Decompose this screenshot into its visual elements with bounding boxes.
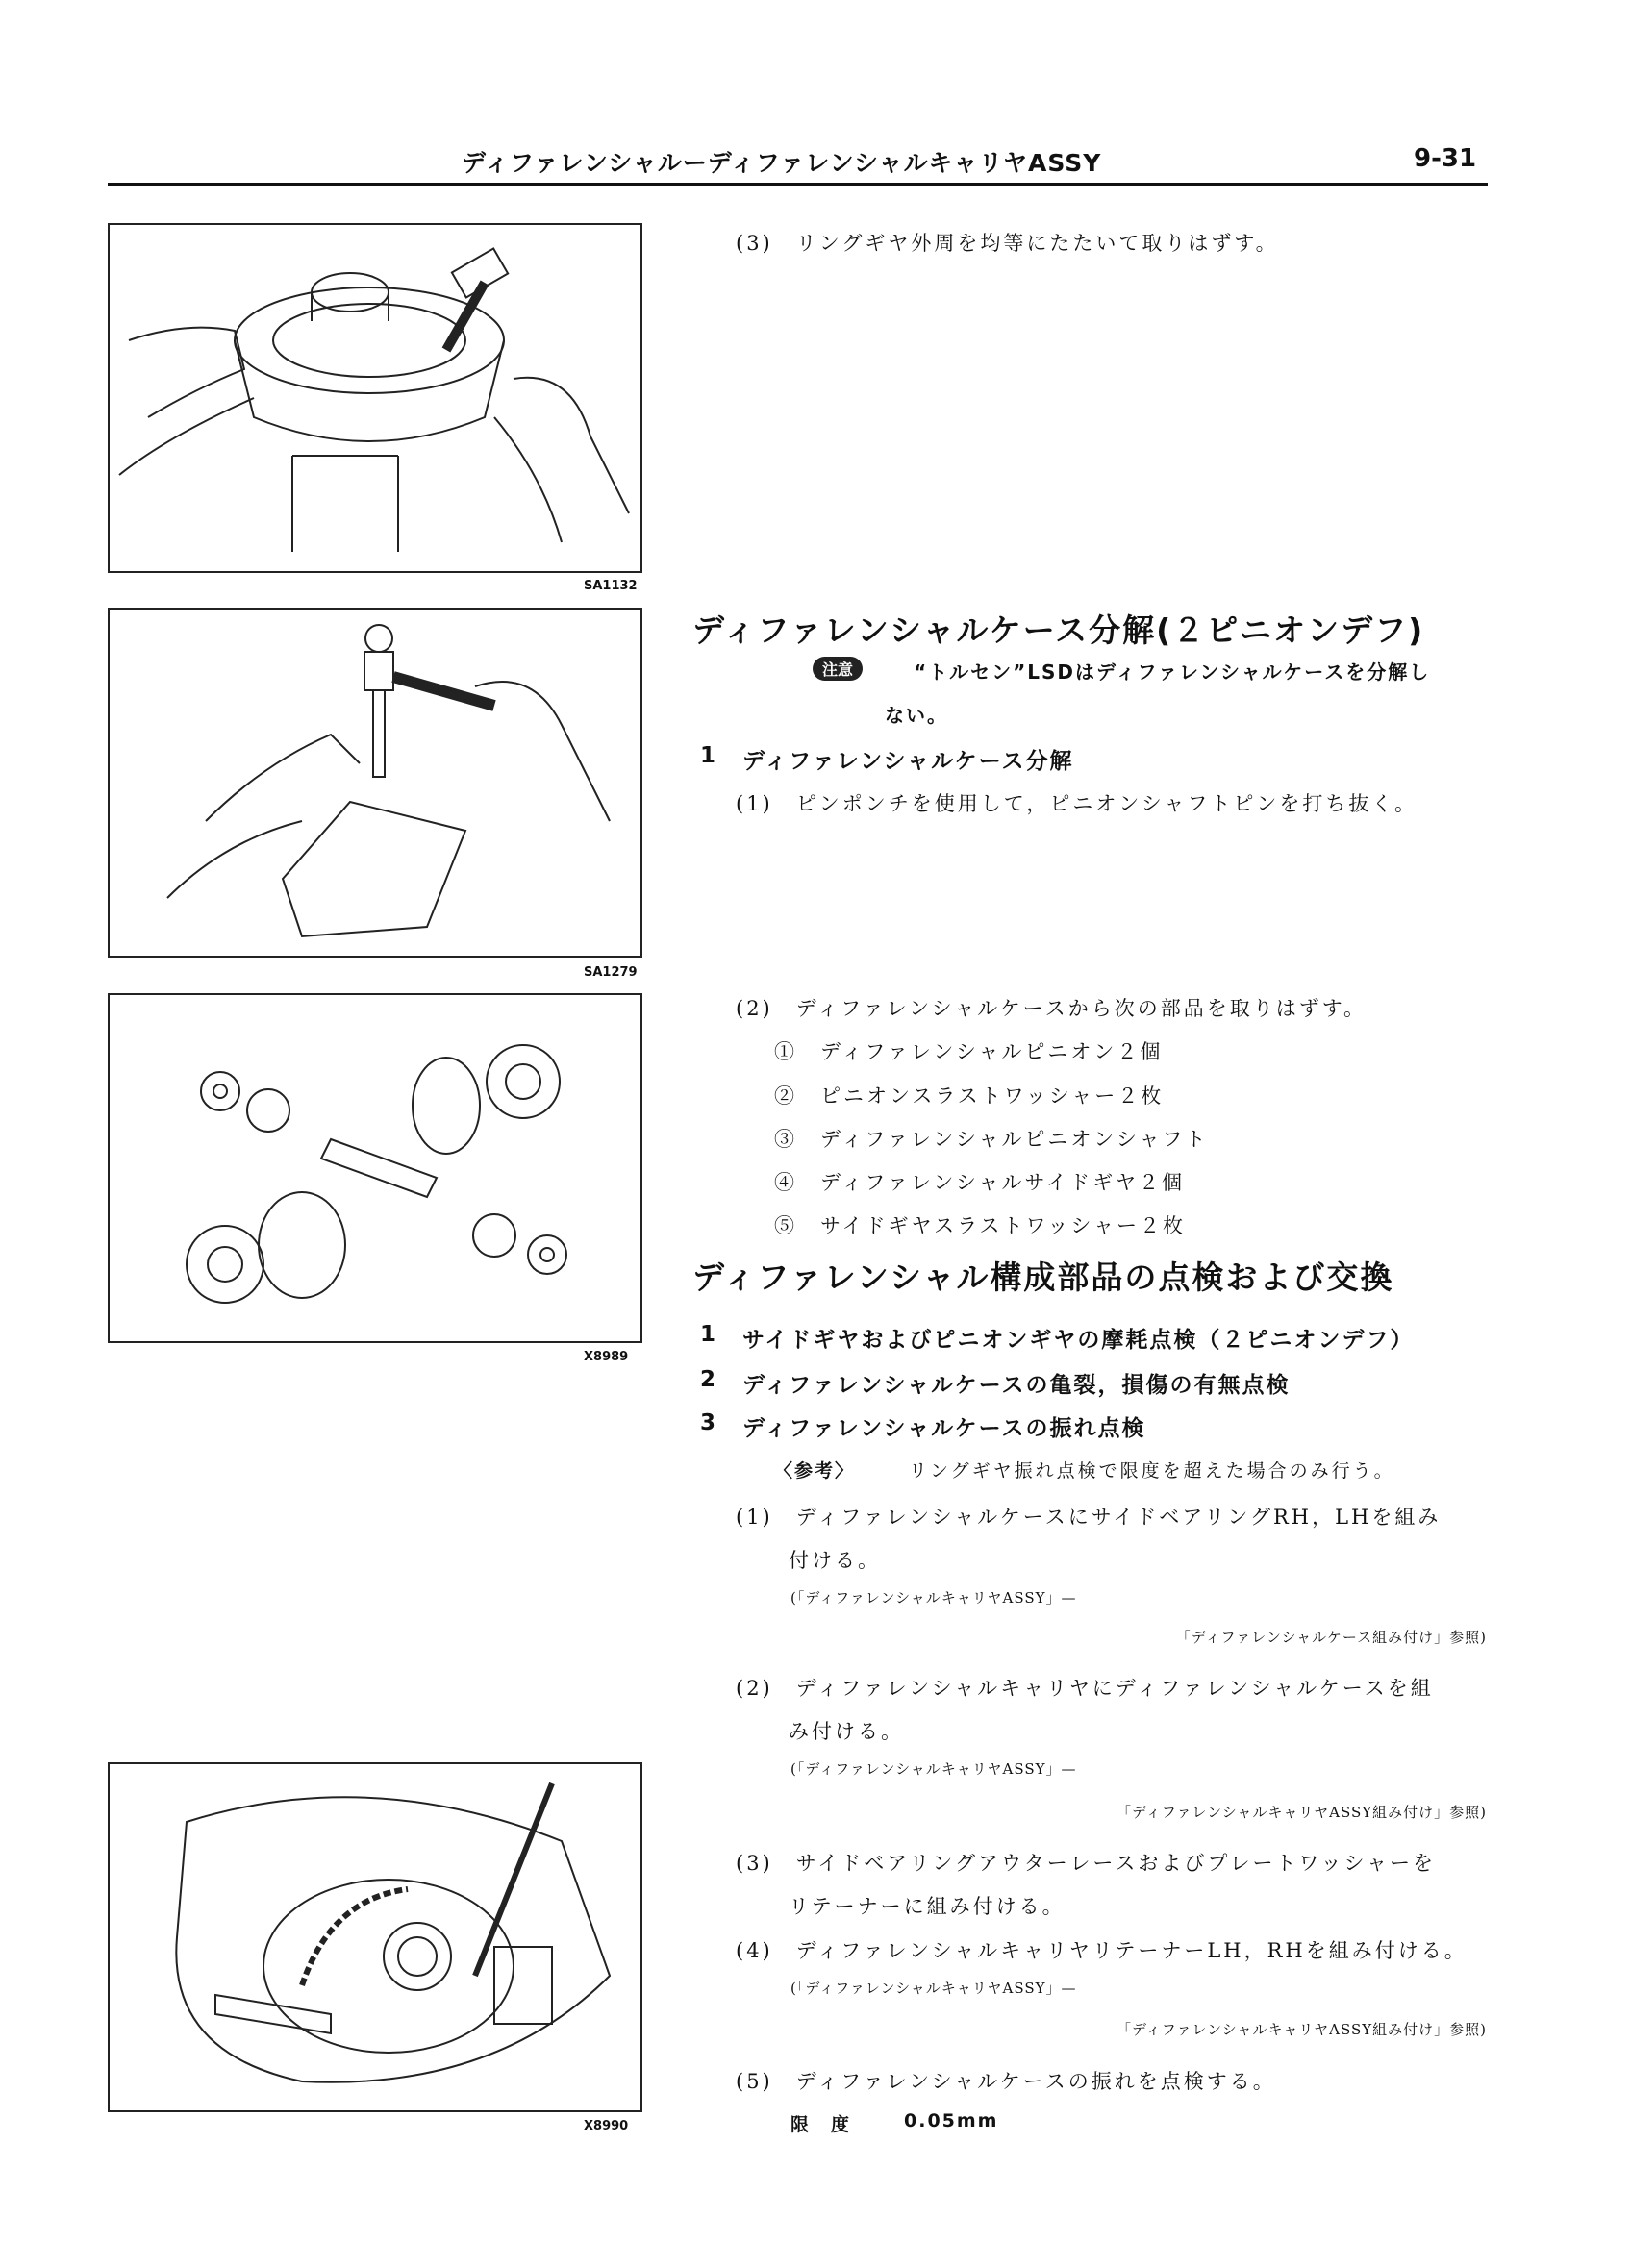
cross-reference: (「ディファレンシャルキャリヤASSY」— [790,1760,1077,1778]
step-text-cont: み付ける。 [789,1720,904,1743]
step-text: (5) ディファレンシャルケースの振れを点検する。 [736,2070,1276,2093]
figure-label: SA1279 [584,965,638,980]
caution-text: “トルセン”LSDはディファレンシャルケースを分解し [914,660,1431,684]
part-item: ③ ディファレンシャルピニオンシャフト [774,1128,1209,1151]
step-text: (3) サイドベアリングアウターレースおよびプレートワッシャーを [736,1852,1437,1875]
part-item: ⑤ サイドギヤスラストワッシャー２枚 [774,1214,1187,1237]
item-number: 3 [700,1410,718,1435]
item-number: 1 [700,1322,718,1347]
header-title: ディファレンシャルーディファレンシャルキャリヤASSY [462,149,1102,177]
limit-label: 限 度 [790,2114,852,2135]
reference-label: 〈参考〉 [774,1460,856,1482]
step-ring-gear-remove: (3) リングギヤ外周を均等にたたいて取りはずす。 [736,232,1279,255]
item-title: ディファレンシャルケースの振れ点検 [742,1416,1146,1441]
step-text-cont: 付ける。 [789,1549,881,1572]
figure-label: X8990 [584,2119,629,2133]
item-title: ディファレンシャルケースの亀裂，損傷の有無点検 [742,1373,1291,1398]
step-text: (1) ディファレンシャルケースにサイドベアリングRH，LHを組み [736,1506,1442,1529]
step-text: (2) ディファレンシャルケースから次の部品を取りはずす。 [736,997,1368,1020]
figure-pin-punch [108,608,642,958]
section-title-inspection: ディファレンシャル構成部品の点検および交換 [692,1259,1394,1296]
cross-reference: 「ディファレンシャルケース組み付け」参照) [1175,1629,1487,1646]
step-text: (1) ピンポンチを使用して，ピニオンシャフトピンを打ち抜く。 [736,792,1418,815]
figure-exploded-parts [108,993,642,1343]
cross-reference: (「ディファレンシャルキャリヤASSY」— [790,1589,1077,1607]
figure-label: SA1132 [584,579,638,593]
reference-text: リングギヤ振れ点検で限度を超えた場合のみ行う。 [909,1460,1395,1482]
item-title: ディファレンシャルケース分解 [742,749,1074,774]
item-title: サイドギヤおよびピニオンギヤの摩耗点検（２ピニオンデフ） [742,1328,1415,1353]
figure-runout-check [108,1762,642,2112]
caution-text-cont: ない。 [885,704,948,727]
cross-reference: (「ディファレンシャルキャリヤASSY」— [790,1980,1077,1997]
cross-reference: 「ディファレンシャルキャリヤASSY組み付け」参照) [1116,2021,1487,2038]
part-item: ① ディファレンシャルピニオン２個 [774,1040,1164,1063]
step-text: (2) ディファレンシャルキャリヤにディファレンシャルケースを組 [736,1677,1434,1700]
page-number: 9-31 [1414,144,1477,173]
figure-label: X8989 [584,1350,629,1364]
caution-badge [813,657,863,681]
step-text: (4) ディファレンシャルキャリヤリテーナーLH，RHを組み付ける。 [736,1939,1468,1962]
item-number: 2 [700,1367,718,1392]
cross-reference: 「ディファレンシャルキャリヤASSY組み付け」参照) [1116,1804,1487,1821]
section-title-case-disassembly: ディファレンシャルケース分解(２ピニオンデフ) [692,611,1425,649]
item-number: 1 [700,743,718,768]
caution-label: 注意 [813,657,863,681]
header-rule [108,183,1488,186]
figure-ring-gear-removal [108,223,642,573]
part-item: ② ピニオンスラストワッシャー２枚 [774,1084,1165,1108]
part-item: ④ ディファレンシャルサイドギヤ２個 [774,1171,1185,1194]
step-text-cont: リテーナーに組み付ける。 [789,1895,1066,1918]
limit-value: 0.05mm [904,2110,999,2131]
